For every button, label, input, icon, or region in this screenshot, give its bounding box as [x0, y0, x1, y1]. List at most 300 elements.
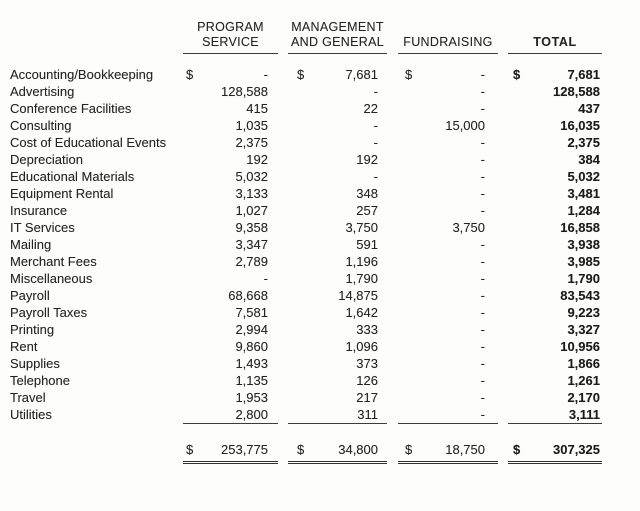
column-header-management-general — [288, 12, 387, 54]
expense-label: Educational Materials — [10, 169, 135, 184]
program-service-value: 3,347 — [235, 237, 268, 252]
column-gap — [498, 134, 508, 151]
fundraising-cell — [398, 100, 498, 117]
management-general-cell — [288, 134, 387, 151]
total-value: 3,985 — [567, 254, 600, 269]
management-general-cell — [288, 321, 387, 338]
fundraising-value: - — [480, 237, 485, 252]
program-service-value: 128,588 — [221, 84, 268, 99]
column-gap — [387, 355, 398, 372]
expense-label: Supplies — [10, 356, 60, 371]
management-general-total-value: 34,800 — [338, 442, 378, 457]
total-cell — [508, 389, 602, 406]
program-service-cell — [183, 202, 278, 219]
fundraising-cell — [398, 338, 498, 355]
expense-label: Insurance — [10, 203, 68, 218]
fundraising-cell — [398, 287, 498, 304]
management-general-value: 333 — [356, 322, 378, 337]
column-gap — [387, 270, 398, 287]
fundraising-cell — [398, 83, 498, 100]
table-row — [10, 168, 602, 185]
column-gap — [278, 202, 288, 219]
column-header-total — [508, 12, 602, 54]
management-general-cell — [288, 253, 387, 270]
header-line: TOTAL — [533, 35, 577, 49]
program-service-value: 68,668 — [228, 288, 268, 303]
program-service-value: 415 — [246, 101, 268, 116]
total-value: 3,327 — [567, 322, 600, 337]
total-value: 3,938 — [567, 237, 600, 252]
column-gap — [387, 100, 398, 117]
fundraising-cell — [398, 372, 498, 389]
table-row — [10, 134, 602, 151]
expense-label: Depreciation — [10, 152, 83, 167]
total-cell — [508, 287, 602, 304]
table-row — [10, 253, 602, 270]
program-service-cell — [183, 372, 278, 389]
table-row — [10, 185, 602, 202]
total-value: 83,543 — [560, 288, 600, 303]
table-header-row — [10, 12, 602, 54]
column-gap — [498, 185, 508, 202]
management-general-value: 373 — [356, 356, 378, 371]
program-service-value: - — [263, 271, 268, 286]
total-cell — [508, 372, 602, 389]
column-gap — [278, 287, 288, 304]
header-line: PROGRAM — [197, 20, 264, 34]
column-gap — [387, 406, 398, 424]
fundraising-value: - — [480, 339, 485, 354]
management-general-value: - — [373, 118, 378, 133]
program-service-cell — [183, 304, 278, 321]
total-value: 3,111 — [568, 407, 600, 422]
management-general-value: 192 — [356, 152, 378, 167]
total-cell — [508, 83, 602, 100]
management-general-value: 348 — [356, 186, 378, 201]
management-general-value: 311 — [357, 407, 378, 422]
column-gap — [278, 168, 288, 185]
functional-expenses-table — [10, 12, 602, 464]
expense-label: Miscellaneous — [10, 271, 93, 286]
program-service-cell — [183, 100, 278, 117]
fundraising-cell — [398, 117, 498, 134]
table-row — [10, 100, 602, 117]
management-general-value: - — [373, 84, 378, 99]
column-gap — [498, 202, 508, 219]
column-gap — [278, 151, 288, 168]
column-gap — [498, 117, 508, 134]
program-service-cell — [183, 253, 278, 270]
column-gap — [278, 117, 288, 134]
column-gap — [278, 134, 288, 151]
total-cell — [508, 100, 602, 117]
total-value: 9,223 — [567, 305, 600, 320]
management-general-value: 7,681 — [345, 67, 378, 82]
column-gap — [387, 168, 398, 185]
grand-total-value: 307,325 — [553, 442, 600, 457]
management-general-cell — [288, 304, 387, 321]
management-general-cell — [288, 168, 387, 185]
fundraising-value: - — [480, 356, 485, 371]
program-service-cell — [183, 270, 278, 287]
management-general-cell — [288, 372, 387, 389]
total-value: 384 — [578, 152, 600, 167]
dollar-sign: $ — [297, 67, 305, 82]
column-gap — [278, 440, 288, 463]
total-value: 437 — [578, 101, 600, 116]
fundraising-value: - — [480, 322, 485, 337]
management-general-value: 126 — [356, 373, 378, 388]
fundraising-cell — [398, 406, 498, 424]
fundraising-cell — [398, 253, 498, 270]
dollar-sign: $ — [405, 67, 413, 82]
expense-label: Telephone — [10, 373, 70, 388]
fundraising-value: - — [480, 390, 485, 405]
column-gap — [498, 372, 508, 389]
column-gap — [498, 406, 508, 424]
fundraising-cell — [398, 270, 498, 287]
dollar-sign: $ — [513, 442, 521, 457]
total-value: 16,858 — [560, 220, 600, 235]
column-gap — [387, 12, 398, 54]
program-service-value: 1,493 — [235, 356, 268, 371]
management-general-value: - — [373, 169, 378, 184]
expense-rows — [10, 66, 602, 424]
expense-label: Utilities — [10, 407, 52, 423]
fundraising-value: 3,750 — [452, 220, 485, 235]
table-row — [10, 83, 602, 100]
dollar-sign: $ — [513, 67, 521, 82]
column-gap — [278, 83, 288, 100]
total-cell — [508, 151, 602, 168]
column-gap — [498, 83, 508, 100]
fundraising-value: - — [480, 254, 485, 269]
program-service-cell — [183, 117, 278, 134]
program-service-value: 2,789 — [235, 254, 268, 269]
management-general-cell — [288, 287, 387, 304]
total-value: 1,866 — [567, 356, 600, 371]
fundraising-value: - — [480, 305, 485, 320]
fundraising-cell — [398, 151, 498, 168]
total-cell — [508, 236, 602, 253]
column-gap — [387, 151, 398, 168]
table-row — [10, 321, 602, 338]
column-gap — [498, 12, 508, 54]
table-row — [10, 287, 602, 304]
fundraising-cell — [398, 168, 498, 185]
column-gap — [278, 304, 288, 321]
total-cell — [508, 66, 602, 83]
totals-label-spacer — [10, 440, 183, 463]
management-general-value: 217 — [356, 390, 378, 405]
program-service-value: 1,035 — [235, 118, 268, 133]
column-gap — [278, 389, 288, 406]
column-gap — [387, 389, 398, 406]
total-cell — [508, 253, 602, 270]
column-gap — [278, 66, 288, 83]
program-service-value: 9,860 — [235, 339, 268, 354]
expense-label: Printing — [10, 322, 55, 337]
fundraising-value: - — [480, 101, 485, 116]
column-gap — [387, 236, 398, 253]
column-gap — [387, 440, 398, 463]
program-service-cell — [183, 219, 278, 236]
column-gap — [278, 321, 288, 338]
program-service-value: 2,994 — [235, 322, 268, 337]
management-general-cell — [288, 83, 387, 100]
management-general-value: 1,642 — [345, 305, 378, 320]
fundraising-cell — [398, 389, 498, 406]
column-gap — [498, 270, 508, 287]
header-line: AND GENERAL — [291, 35, 384, 49]
total-cell — [508, 321, 602, 338]
fundraising-cell — [398, 185, 498, 202]
total-cell — [508, 406, 602, 424]
total-value: 2,170 — [567, 390, 600, 405]
column-gap — [498, 355, 508, 372]
column-gap — [387, 185, 398, 202]
table-row — [10, 270, 602, 287]
column-gap — [498, 304, 508, 321]
column-gap — [278, 253, 288, 270]
management-general-cell — [288, 236, 387, 253]
program-service-value: 3,133 — [235, 186, 268, 201]
table-row — [10, 117, 602, 134]
program-service-value: 1,135 — [235, 373, 268, 388]
total-cell — [508, 270, 602, 287]
expense-label: Payroll Taxes — [10, 305, 88, 320]
total-cell — [508, 117, 602, 134]
total-management-general-cell — [288, 440, 387, 463]
program-service-cell — [183, 406, 278, 424]
fundraising-value: - — [480, 169, 485, 184]
management-general-cell — [288, 100, 387, 117]
management-general-value: 3,750 — [345, 220, 378, 235]
column-gap — [278, 236, 288, 253]
column-gap — [498, 66, 508, 83]
management-general-cell — [288, 117, 387, 134]
total-value: 16,035 — [560, 118, 600, 133]
column-gap — [387, 219, 398, 236]
program-service-value: 2,375 — [235, 135, 268, 150]
column-gap — [387, 117, 398, 134]
fundraising-cell — [398, 355, 498, 372]
management-general-cell — [288, 406, 387, 424]
column-gap — [498, 100, 508, 117]
fundraising-value: - — [480, 288, 485, 303]
expense-label: Merchant Fees — [10, 254, 97, 269]
column-gap — [498, 253, 508, 270]
column-gap — [387, 287, 398, 304]
table-row — [10, 406, 602, 424]
column-gap — [278, 372, 288, 389]
management-general-cell — [288, 202, 387, 219]
total-cell — [508, 219, 602, 236]
column-gap — [387, 372, 398, 389]
total-value: 3,481 — [567, 186, 600, 201]
table-row — [10, 389, 602, 406]
management-general-value: 1,790 — [345, 271, 378, 286]
total-cell — [508, 355, 602, 372]
total-cell — [508, 168, 602, 185]
program-service-cell — [183, 66, 278, 83]
expense-label: Payroll — [10, 288, 50, 303]
column-gap — [387, 83, 398, 100]
column-gap — [498, 168, 508, 185]
program-service-cell — [183, 321, 278, 338]
management-general-cell — [288, 151, 387, 168]
total-value: 7,681 — [567, 67, 600, 82]
column-gap — [278, 12, 288, 54]
column-gap — [498, 151, 508, 168]
column-gap — [387, 321, 398, 338]
fundraising-value: - — [480, 186, 485, 201]
management-general-value: 257 — [356, 203, 378, 218]
program-service-cell — [183, 151, 278, 168]
column-gap — [387, 338, 398, 355]
table-row — [10, 202, 602, 219]
expense-label: Mailing — [10, 237, 52, 252]
program-service-cell — [183, 338, 278, 355]
fundraising-value: - — [480, 135, 485, 150]
header-line: MANAGEMENT — [291, 20, 384, 34]
program-service-cell — [183, 185, 278, 202]
fundraising-total-value: 18,750 — [445, 442, 485, 457]
column-gap — [278, 219, 288, 236]
total-cell — [508, 304, 602, 321]
column-gap — [278, 355, 288, 372]
expense-label: Equipment Rental — [10, 186, 114, 201]
total-program-service-cell — [183, 440, 278, 463]
column-header-fundraising — [398, 12, 498, 54]
program-service-cell — [183, 83, 278, 100]
fundraising-cell — [398, 321, 498, 338]
fundraising-value: - — [480, 407, 485, 422]
program-service-cell — [183, 168, 278, 185]
column-gap — [387, 134, 398, 151]
fundraising-cell — [398, 304, 498, 321]
column-gap — [278, 406, 288, 424]
management-general-value: - — [373, 135, 378, 150]
program-service-cell — [183, 355, 278, 372]
column-gap — [498, 287, 508, 304]
total-value: 128,588 — [553, 84, 600, 99]
total-cell — [508, 134, 602, 151]
table-row — [10, 219, 602, 236]
expense-label: IT Services — [10, 220, 75, 235]
dollar-sign: $ — [186, 442, 194, 457]
fundraising-cell — [398, 66, 498, 83]
column-gap — [387, 253, 398, 270]
program-service-value: 9,358 — [235, 220, 268, 235]
management-general-cell — [288, 219, 387, 236]
management-general-value: 1,096 — [345, 339, 378, 354]
program-service-value: 5,032 — [235, 169, 268, 184]
table-row — [10, 338, 602, 355]
dollar-sign: $ — [297, 442, 305, 457]
program-service-cell — [183, 236, 278, 253]
header-line: SERVICE — [202, 35, 259, 49]
management-general-value: 1,196 — [345, 254, 378, 269]
fundraising-value: 15,000 — [445, 118, 485, 133]
program-service-value: 1,953 — [235, 390, 268, 405]
program-service-cell — [183, 287, 278, 304]
column-gap — [498, 389, 508, 406]
total-value: 1,261 — [567, 373, 600, 388]
column-gap — [278, 185, 288, 202]
management-general-value: 591 — [356, 237, 378, 252]
program-service-value: - — [263, 67, 268, 82]
fundraising-value: - — [480, 203, 485, 218]
fundraising-cell — [398, 236, 498, 253]
table-row — [10, 304, 602, 321]
fundraising-value: - — [480, 84, 485, 99]
expense-label: Travel — [10, 390, 46, 405]
expense-label: Conference Facilities — [10, 101, 132, 116]
total-value: 5,032 — [567, 169, 600, 184]
fundraising-cell — [398, 134, 498, 151]
fundraising-value: - — [480, 67, 485, 82]
fundraising-value: - — [480, 373, 485, 388]
column-gap — [498, 440, 508, 463]
expense-label: Advertising — [10, 84, 75, 99]
fundraising-cell — [398, 219, 498, 236]
program-service-cell — [183, 134, 278, 151]
total-cell — [508, 338, 602, 355]
column-gap — [498, 321, 508, 338]
management-general-cell — [288, 355, 387, 372]
management-general-value: 14,875 — [338, 288, 378, 303]
column-gap — [498, 338, 508, 355]
program-service-total-value: 253,775 — [221, 442, 268, 457]
table-row — [10, 151, 602, 168]
header-spacer — [10, 12, 183, 54]
header-line: FUNDRAISING — [403, 35, 493, 49]
total-value: 2,375 — [567, 135, 600, 150]
expense-label: Cost of Educational Events — [10, 135, 167, 150]
total-value: 1,790 — [567, 271, 600, 286]
table-row — [10, 236, 602, 253]
management-general-value: 22 — [363, 101, 378, 116]
table-row — [10, 355, 602, 372]
dollar-sign: $ — [186, 67, 194, 82]
expense-label: Consulting — [10, 118, 72, 133]
fundraising-value: - — [480, 271, 485, 286]
fundraising-value: - — [480, 152, 485, 167]
expense-label: Accounting/Bookkeeping — [10, 67, 154, 82]
column-gap — [278, 338, 288, 355]
total-fundraising-cell — [398, 440, 498, 463]
column-gap — [278, 270, 288, 287]
management-general-cell — [288, 66, 387, 83]
management-general-cell — [288, 389, 387, 406]
management-general-cell — [288, 270, 387, 287]
column-header-program-service — [183, 12, 278, 54]
expense-label: Rent — [10, 339, 38, 354]
program-service-value: 1,027 — [235, 203, 268, 218]
management-general-cell — [288, 338, 387, 355]
totals-row — [10, 440, 602, 463]
grand-total-cell — [508, 440, 602, 463]
program-service-value: 2,800 — [235, 407, 268, 422]
total-value: 1,284 — [567, 203, 600, 218]
column-gap — [498, 219, 508, 236]
dollar-sign: $ — [405, 442, 413, 457]
fundraising-cell — [398, 202, 498, 219]
table-row — [10, 372, 602, 389]
column-gap — [387, 304, 398, 321]
column-gap — [498, 236, 508, 253]
